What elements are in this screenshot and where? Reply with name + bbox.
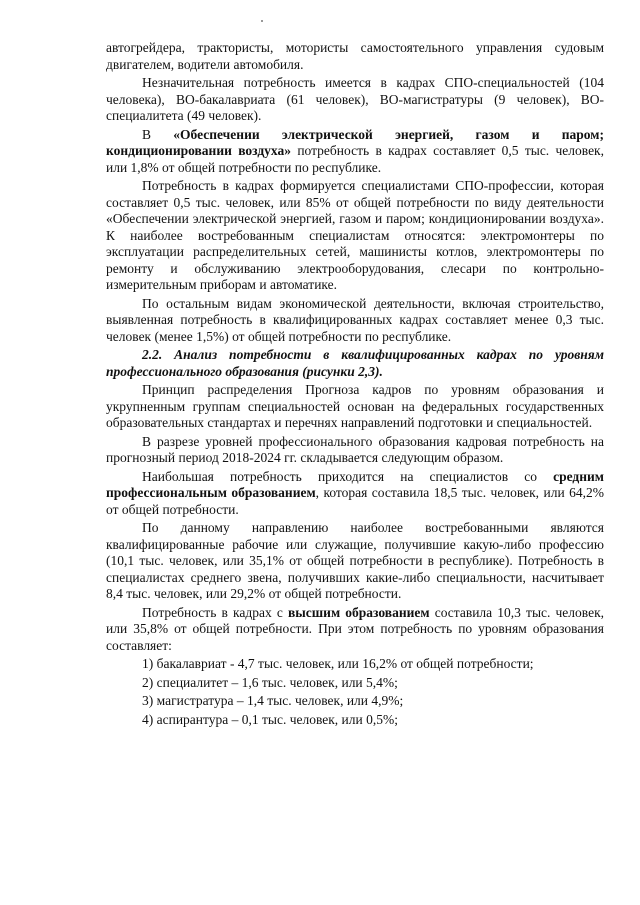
scan-speck [261, 20, 263, 22]
paragraph-secondary-education [106, 469, 604, 519]
paragraph-skilled-workers: По данному направлению наиболее востребованными являются квалифицированные рабочие или служащие, получившие какую-либо профессию (10,1 тыс. человек, или 35,1% от общей потребности в республике). Потребность в специалистах среднего звена, получивших какие-либо специальности, насчитывает 8,4 тыс. человек, или 29,2% от общей потребности. [106, 520, 604, 601]
paragraph-minor-demand: Незначительная потребность имеется в кадрах СПО-специальностей (104 человека), ВО-бакалавриата (61 человек), ВО-магистратуры (9 человек), ВО-специалитета (49 человек). [106, 75, 604, 123]
text-run: В [142, 126, 174, 142]
text-run: потребность в кадрах составляет 0,5 тыс. человек, или 1,8% от общей потребности по республике. [106, 143, 604, 175]
bold-term: высшим образованием [287, 604, 430, 620]
list-item: 1) бакалавриат - 4,7 тыс. человек, или 16,2% от общей потребности; [142, 656, 534, 671]
paragraph-principle: Принцип распределения Прогноза кадров по уровням образования и укрупненным группам специальностей основан на федеральных государственных образовательных стандартах и перечнях направлений подготовки и специальностей. [106, 382, 604, 430]
paragraph-energy-specialists: Потребность в кадрах формируется специалистами СПО-профессии, которая составляет 0,5 тыс. человек, или 85% от общей потребности по виду деятельности «Обеспечении электрической энергией, газом и паром; кондиционировании воздуха». К наиболее востребованным специалистам относятся: электромонтеры по эксплуатации распределительных сетей, машинисты котлов, электромонтеры по ремонту и обслуживанию электрооборудования, слесари по контрольно-измерительным приборам и автоматике. [106, 178, 604, 292]
text-run: составила 10,3 тыс. человек, или 35,8% от общей потребности. При этом потребность по уровням образования составляет: [106, 604, 604, 653]
paragraph-breakdown: В разрезе уровней профессионального образования кадровая потребность на прогнозный период 2018-2024 гг. складывается следующим образом. [106, 433, 604, 465]
list-item: 4) аспирантура – 0,1 тыс. человек, или 0,5%; [142, 711, 398, 727]
text-run: Наибольшая потребность приходится на специалистов со [142, 468, 554, 484]
list-item: 3) магистратура – 1,4 тыс. человек, или 4,9%; [142, 693, 404, 708]
section-heading: 2.2. Анализ потребности в квалифицированных кадрах по уровням профессионального образования (рисунки 2,3). [106, 347, 604, 379]
paragraph-energy-sector [106, 127, 604, 177]
bold-term: средним профессиональным образованием [106, 468, 604, 500]
list-item: 2) специалитет – 1,6 тыс. человек, или 5,4%; [142, 674, 398, 690]
bold-sector-name: «Обеспечении электрической энергией, газом и паром; кондиционировании воздуха» [106, 126, 604, 158]
document-page [106, 40, 604, 730]
paragraph-continuation: автогрейдера, трактористы, мотористы самостоятельного управления судовым двигателем, водители автомобиля. [106, 40, 604, 72]
paragraph-higher-education [106, 605, 604, 655]
paragraph-other-sectors: По остальным видам экономической деятельности, включая строительство, выявленная потребность в квалифицированных кадрах составляет менее 0,3 тыс. человек (менее 1,5%) от общей потребности по республике. [106, 295, 604, 344]
education-level-list [106, 656, 604, 728]
text-run: , которая составила 18,5 тыс. человек, или 64,2% от общей потребности. [106, 485, 604, 517]
text-run: Потребность в кадрах с [142, 604, 288, 620]
